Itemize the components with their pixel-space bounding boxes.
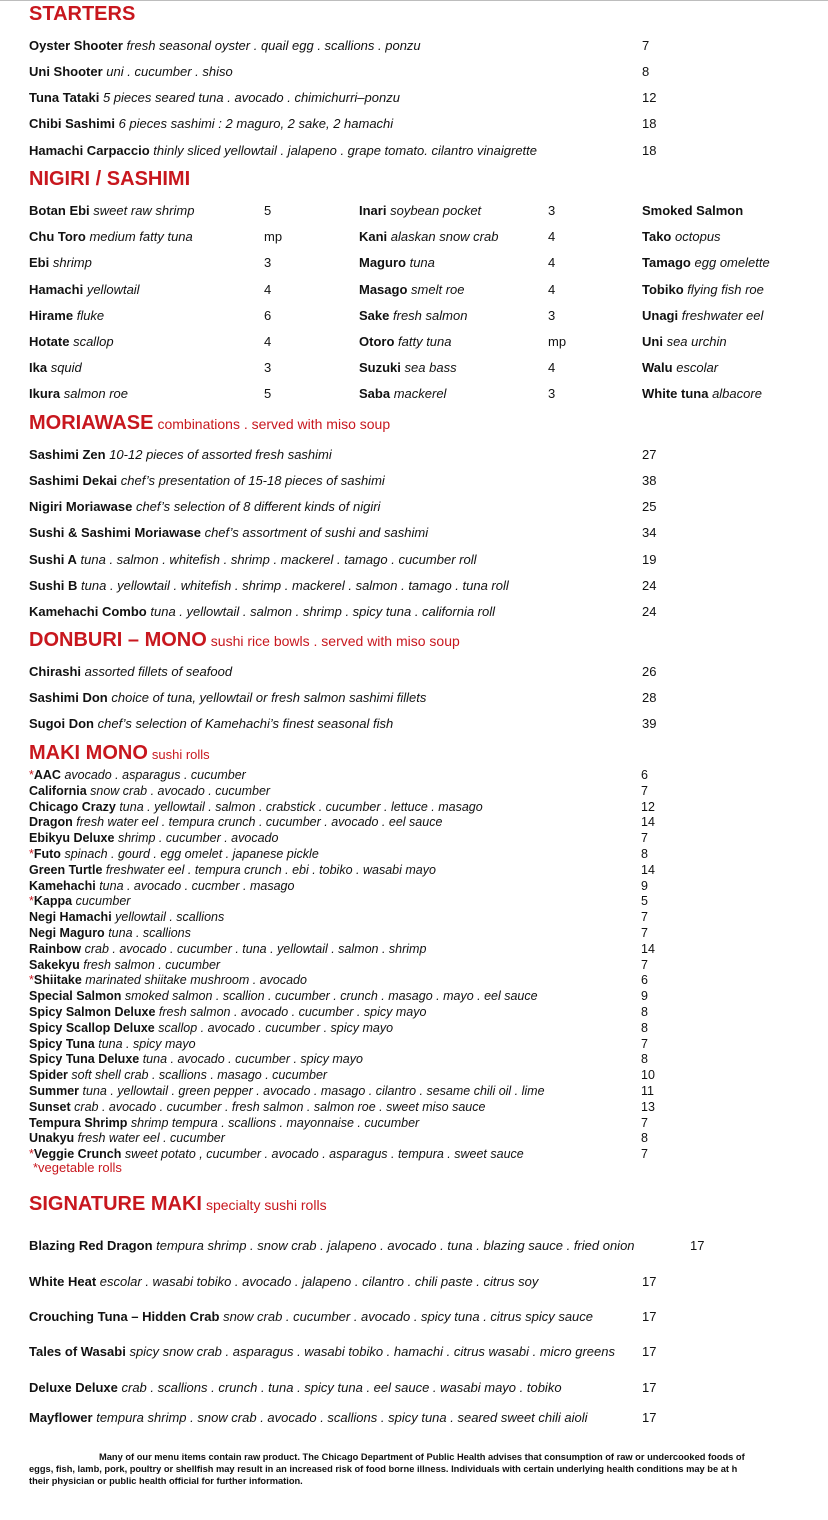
menu-item: Hamachi yellowtail	[29, 282, 140, 297]
item-price: 17	[642, 1274, 657, 1289]
item-price: 10	[641, 1068, 655, 1082]
item-price: 7	[641, 1147, 648, 1161]
menu-item: Chirashi assorted fillets of seafood	[29, 664, 233, 679]
menu-item: Sushi & Sashimi Moriawase chef’s assortment of sushi and sashimi	[29, 525, 429, 540]
section-title-maki: MAKI MONO sushi rolls	[29, 742, 210, 764]
maki-item: Green Turtle freshwater eel . tempura crunch . ebi . tobiko . wasabi mayo	[29, 863, 436, 877]
item-price: 7	[641, 910, 648, 924]
maki-item: Chicago Crazy tuna . yellowtail . salmon . crabstick . cucumber . lettuce . masago	[29, 800, 483, 814]
item-price: 13	[641, 1100, 655, 1114]
menu-item: Ikura salmon roe	[29, 386, 129, 401]
item-price: 8	[642, 64, 650, 79]
item-price: 5	[264, 386, 272, 401]
item-price: 7	[641, 831, 648, 845]
menu-item: Nigiri Moriawase chef’s selection of 8 different kinds of nigiri	[29, 499, 381, 514]
item-price: 7	[642, 38, 650, 53]
maki-item: Negi Hamachi yellowtail . scallions	[29, 910, 225, 924]
menu-item: Sashimi Zen 10-12 pieces of assorted fresh sashimi	[29, 447, 332, 462]
menu-item: Ebi shrimp	[29, 255, 92, 270]
item-price: 9	[641, 879, 648, 893]
item-price: 8	[641, 847, 648, 861]
menu-item: White tuna albacore	[642, 386, 762, 401]
menu-item: Sushi B tuna . yellowtail . whitefish . shrimp . mackerel . salmon . tamago . tuna roll	[29, 578, 509, 593]
menu-item: Tobiko flying fish roe	[642, 282, 764, 297]
menu-item: Walu escolar	[642, 360, 719, 375]
item-price: mp	[264, 229, 283, 244]
item-price: 7	[641, 926, 648, 940]
item-price: 7	[641, 1037, 648, 1051]
menu-item: Hotate scallop	[29, 334, 114, 349]
maki-item: Ebikyu Deluxe shrimp . cucumber . avocado	[29, 831, 279, 845]
maki-item: Dragon fresh water eel . tempura crunch . cucumber . avocado . eel sauce	[29, 815, 443, 829]
maki-item: Sunset crab . avocado . cucumber . fresh salmon . salmon roe . sweet miso sauce	[29, 1100, 486, 1114]
maki-item: Spider soft shell crab . scallions . masago . cucumber	[29, 1068, 328, 1082]
item-price: 27	[642, 447, 657, 462]
menu-item: Crouching Tuna – Hidden Crab snow crab . cucumber . avocado . spicy tuna . citrus spicy sauce	[29, 1309, 594, 1324]
item-price: 6	[641, 973, 648, 987]
menu-item: Tuna Tataki 5 pieces seared tuna . avocado . chimichurri–ponzu	[29, 90, 400, 105]
item-price: 8	[641, 1021, 648, 1035]
item-price: 4	[548, 229, 556, 244]
item-price: 14	[641, 815, 655, 829]
item-price: 3	[548, 308, 556, 323]
item-price: 39	[642, 716, 657, 731]
menu-item: Tako octopus	[642, 229, 721, 244]
menu-item: Chibi Sashimi 6 pieces sashimi : 2 maguro, 2 sake, 2 hamachi	[29, 116, 394, 131]
menu-item: Uni sea urchin	[642, 334, 727, 349]
maki-item: Summer tuna . yellowtail . green pepper . avocado . masago . cilantro . sesame chili oil . lime	[29, 1084, 545, 1098]
item-price: 24	[642, 604, 657, 619]
section-title-signature: SIGNATURE MAKI specialty sushi rolls	[29, 1193, 327, 1215]
item-price: 26	[642, 664, 657, 679]
item-price: 24	[642, 578, 657, 593]
maki-item: Spicy Scallop Deluxe scallop . avocado . cucumber . spicy mayo	[29, 1021, 394, 1035]
menu-item: Deluxe Deluxe crab . scallions . crunch . tuna . spicy tuna . eel sauce . wasabi mayo . tobiko	[29, 1380, 562, 1395]
section-title-moriawase: MORIAWASE combinations . served with miso soup	[29, 412, 391, 434]
item-price: 7	[641, 958, 648, 972]
maki-item: Spicy Tuna tuna . spicy mayo	[29, 1037, 196, 1051]
maki-item: *Kappa cucumber	[29, 894, 131, 908]
menu-item: Maguro tuna	[359, 255, 435, 270]
maki-item: Kamehachi tuna . avocado . cucmber . masago	[29, 879, 295, 893]
section-title-starters: STARTERS	[29, 3, 136, 25]
menu-item: Sake fresh salmon	[359, 308, 468, 323]
menu-item: Botan Ebi sweet raw shrimp	[29, 203, 195, 218]
item-price: 8	[641, 1005, 648, 1019]
item-price: 8	[641, 1052, 648, 1066]
maki-item: Spicy Tuna Deluxe tuna . avocado . cucumber . spicy mayo	[29, 1052, 363, 1066]
maki-item: Unakyu fresh water eel . cucumber	[29, 1131, 225, 1145]
maki-item: Special Salmon smoked salmon . scallion . cucumber . crunch . masago . mayo . eel sauce	[29, 989, 538, 1003]
menu-item: Hamachi Carpaccio thinly sliced yellowtail . jalapeno . grape tomato. cilantro vinaigrette	[29, 143, 537, 158]
menu-item: Sugoi Don chef’s selection of Kamehachi’s finest seasonal fish	[29, 716, 394, 731]
item-price: 17	[642, 1344, 657, 1359]
item-price: 28	[642, 690, 657, 705]
menu-item: Suzuki sea bass	[359, 360, 457, 375]
menu-item: Masago smelt roe	[359, 282, 465, 297]
item-price: 19	[642, 552, 657, 567]
menu-item: White Heat escolar . wasabi tobiko . avocado . jalapeno . cilantro . chili paste . citrus soy	[29, 1274, 539, 1289]
item-price: 3	[264, 360, 272, 375]
item-price: 34	[642, 525, 657, 540]
item-price: 9	[641, 989, 648, 1003]
menu-item: Kani alaskan snow crab	[359, 229, 499, 244]
item-price: 12	[641, 800, 655, 814]
item-price: 4	[264, 282, 272, 297]
item-price: 17	[642, 1410, 657, 1425]
item-price: 6	[264, 308, 272, 323]
menu-item: Oyster Shooter fresh seasonal oyster . quail egg . scallions . ponzu	[29, 38, 421, 53]
item-price: 7	[641, 1116, 648, 1130]
item-price: 8	[641, 1131, 648, 1145]
menu-item: Saba mackerel	[359, 386, 447, 401]
menu-item: Unagi freshwater eel	[642, 308, 764, 323]
item-price: 11	[641, 1084, 654, 1098]
maki-item: Negi Maguro tuna . scallions	[29, 926, 191, 940]
item-price: 5	[264, 203, 272, 218]
item-price: 7	[641, 784, 648, 798]
maki-item: Spicy Salmon Deluxe fresh salmon . avocado . cucumber . spicy mayo	[29, 1005, 427, 1019]
maki-item: Tempura Shrimp shrimp tempura . scallions . mayonnaise . cucumber	[29, 1116, 420, 1130]
item-price: 18	[642, 116, 657, 131]
maki-item: *AAC avocado . asparagus . cucumber	[29, 768, 246, 782]
menu-item: Tamago egg omelette	[642, 255, 770, 270]
maki-item: *Shiitake marinated shiitake mushroom . avocado	[29, 973, 307, 987]
section-title-nigiri: NIGIRI / SASHIMI	[29, 168, 191, 190]
menu-item: Hirame fluke	[29, 308, 105, 323]
item-price: 4	[548, 282, 556, 297]
item-price: 17	[642, 1309, 657, 1324]
health-disclaimer: Many of our menu items contain raw product. The Chicago Department of Public Health advises that consumption of raw or undercooked foods of eggs, fish, lamb, pork, poultry or shellfish may result in an increased risk of food borne illness. Individuals with certain underlying health conditions may be at h their physician or public health official for further information.	[29, 1452, 745, 1486]
item-price: 5	[641, 894, 648, 908]
maki-item: Rainbow crab . avocado . cucumber . tuna . yellowtail . salmon . shrimp	[29, 942, 427, 956]
item-price: 14	[641, 942, 655, 956]
menu-item: Uni Shooter uni . cucumber . shiso	[29, 64, 233, 79]
item-price: 3	[548, 386, 556, 401]
item-price: 14	[641, 863, 655, 877]
menu-item: Tales of Wasabi spicy snow crab . asparagus . wasabi tobiko . hamachi . citrus wasabi . micro greens	[29, 1344, 615, 1359]
item-price: 17	[642, 1380, 657, 1395]
menu-item: Kamehachi Combo tuna . yellowtail . salmon . shrimp . spicy tuna . california roll	[29, 604, 496, 619]
menu-item: Ika squid	[29, 360, 82, 375]
item-price: 6	[641, 768, 648, 782]
menu-item: Mayflower tempura shrimp . snow crab . avocado . scallions . spicy tuna . seared sweet chili aioli	[29, 1410, 588, 1425]
maki-item: *Futo spinach . gourd . egg omelet . japanese pickle	[29, 847, 319, 861]
item-price: 4	[548, 360, 556, 375]
item-price: 3	[548, 203, 556, 218]
menu-item: Chu Toro medium fatty tuna	[29, 229, 193, 244]
item-price: 18	[642, 143, 657, 158]
menu-item: Sashimi Dekai chef’s presentation of 15-18 pieces of sashimi	[29, 473, 385, 488]
vegetable-rolls-note: *vegetable rolls	[33, 1160, 122, 1175]
item-price: 17	[690, 1238, 705, 1253]
menu-item: Inari soybean pocket	[359, 203, 482, 218]
menu-item: Smoked Salmon	[642, 203, 744, 218]
item-price: 12	[642, 90, 657, 105]
item-price: 4	[548, 255, 556, 270]
item-price: 4	[264, 334, 272, 349]
item-price: 3	[264, 255, 272, 270]
item-price: 38	[642, 473, 657, 488]
menu-item: Blazing Red Dragon tempura shrimp . snow crab . jalapeno . avocado . tuna . blazing sauce . fried onion	[29, 1238, 635, 1253]
menu-item: Sashimi Don choice of tuna, yellowtail or fresh salmon sashimi fillets	[29, 690, 427, 705]
maki-item: Sakekyu fresh salmon . cucumber	[29, 958, 221, 972]
maki-item: *Veggie Crunch sweet potato , cucumber . avocado . asparagus . tempura . sweet sauce	[29, 1147, 524, 1161]
item-price: 25	[642, 499, 657, 514]
section-title-donburi: DONBURI – MONO sushi rice bowls . served with miso soup	[29, 629, 460, 651]
item-price: mp	[548, 334, 567, 349]
menu-item: Sushi A tuna . salmon . whitefish . shrimp . mackerel . tamago . cucumber roll	[29, 552, 477, 567]
menu-item: Otoro fatty tuna	[359, 334, 452, 349]
maki-item: California snow crab . avocado . cucumber	[29, 784, 271, 798]
